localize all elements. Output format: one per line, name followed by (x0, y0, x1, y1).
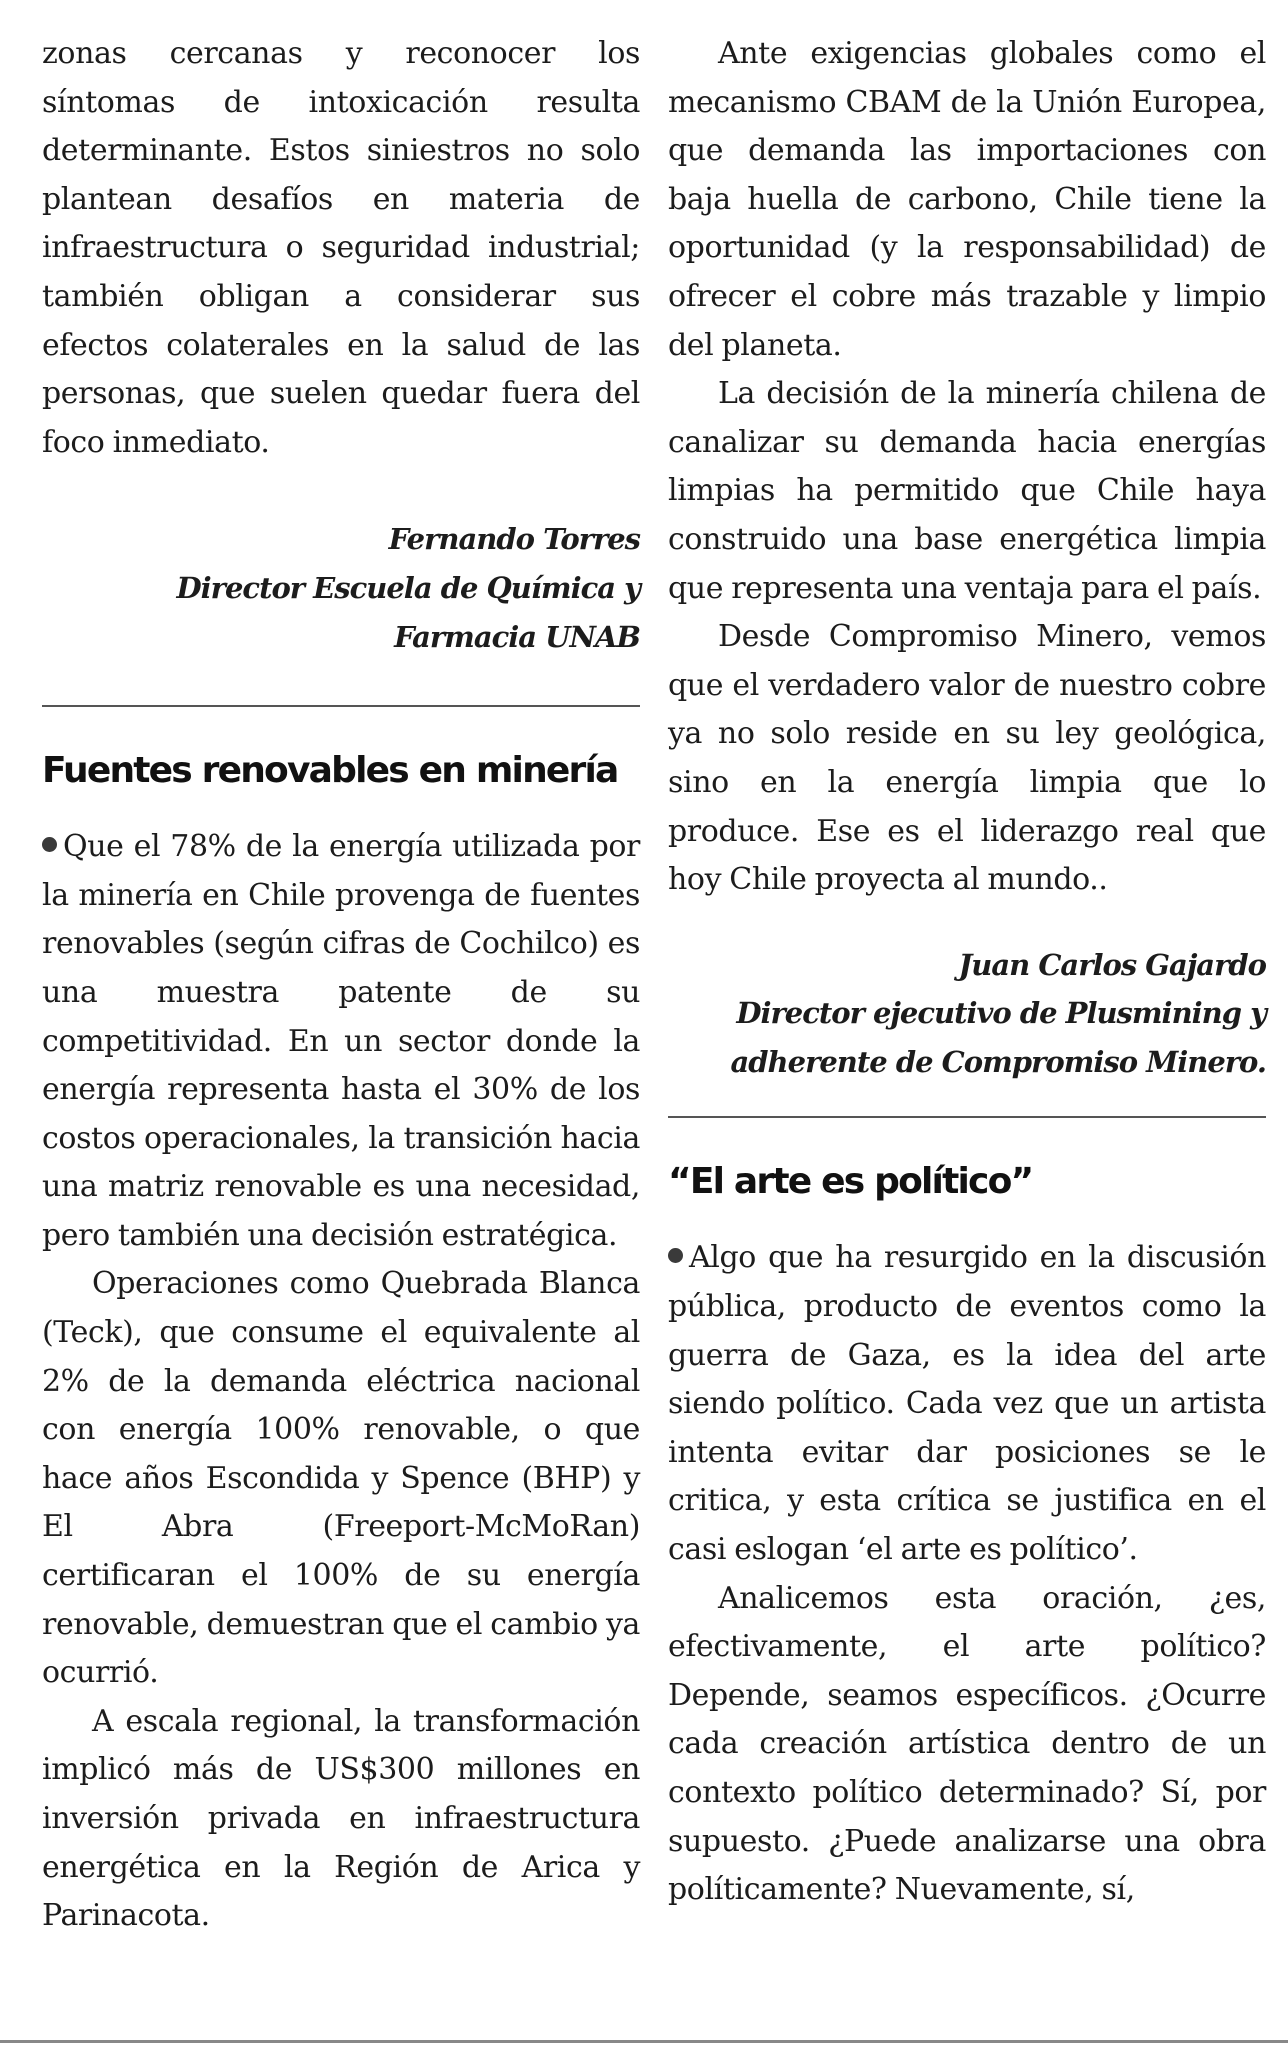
left-column (42, 30, 640, 1941)
article-body (42, 823, 640, 1941)
article-paragraph: Algo que ha resurgido en la discusión pública, producto de eventos como la guerra de Gaza, es la idea del arte siendo político. Cada vez que un artista intenta evitar dar posiciones se le critica, y esta crítica se justifica en el casi eslogan ‘el arte es político’. (668, 1240, 1266, 1568)
article-paragraph: Desde Compromiso Minero, vemos que el verdadero valor de nuestro cobre ya no solo reside en su ley geológica, sino en la energía limpia que lo produce. Ese es el liderazgo real que hoy Chile proyecta al mundo.. (668, 619, 1266, 898)
bullet-icon (42, 837, 57, 852)
author-title: Director Escuela de Química y (176, 570, 640, 605)
author-title: Director ejecutivo de Plusmining y (736, 996, 1266, 1031)
author-affiliation: adherente de Compromiso Minero. (730, 1044, 1266, 1079)
article-fragment (42, 30, 640, 467)
article-paragraph: Operaciones como Quebrada Blanca (Teck), que consume el equivalente al 2% de la demanda eléctrica nacional con energía 100% renovable, o que hace años Escondida y Spence (BHP) y El Abra (Freeport-McMoRan) certificaran el 100% de su energía renovable, demuestran que el cambio ya ocurrió. (42, 1266, 640, 1691)
article-headline: “El arte es político” (668, 1161, 1033, 1203)
article-paragraph: Que el 78% de la energía utilizada por la minería en Chile provenga de fuentes renovables (según cifras de Cochilco) es una muestra patente de su competitividad. En un sector donde la energía representa hasta el 30% de los costos operacionales, la transición hacia una matriz renovable es una necesidad, pero también una decisión estratégica. (42, 829, 640, 1253)
author-name: Juan Carlos Gajardo (958, 947, 1266, 982)
article-paragraph: Analicemos esta oración, ¿es, efectivamente, el arte político? Depende, seamos específicos. ¿Ocurre cada creación artística dentro de un contexto político determinado? Sí, por supuesto. ¿Puede analizarse una obra políticamente? Nuevamente, sí, (668, 1580, 1266, 1908)
right-column (668, 30, 1266, 1915)
article-paragraph: Ante exigencias globales como el mecanismo CBAM de la Unión Europea, que demanda las importaciones con baja huella de carbono, Chile tiene la oportunidad (y la responsabilidad) de ofrecer el cobre más trazable y limpio del planeta. (668, 36, 1266, 363)
article-paragraph: A escala regional, la transformación implicó más de US$300 millones en inversión privada en infraestructura energética en la Región de Arica y Parinacota. (42, 1703, 640, 1934)
signature-block (668, 941, 1266, 1087)
article-continuation (668, 30, 1266, 905)
page-bottom-rule (0, 2040, 1288, 2043)
article-body (668, 1234, 1266, 1914)
signature-block (42, 515, 640, 661)
article-paragraph: zonas cercanas y reconocer los síntomas de intoxicación resulta determinante. Estos siniestros no solo plantean desafíos en materia de infraestructura o seguridad industrial; también obligan a considerar sus efectos colaterales en la salud de las personas, que suelen quedar fuera del foco inmediato. (42, 36, 640, 460)
author-name: Fernando Torres (388, 522, 640, 557)
article-paragraph: La decisión de la minería chilena de canalizar su demanda hacia energías limpias ha permitido que Chile haya construido una base energética limpia que representa una ventaja para el país. (668, 376, 1266, 606)
author-affiliation: Farmacia UNAB (394, 619, 640, 654)
bullet-icon (668, 1248, 683, 1263)
article-headline: Fuentes renovables en minería (42, 750, 618, 792)
